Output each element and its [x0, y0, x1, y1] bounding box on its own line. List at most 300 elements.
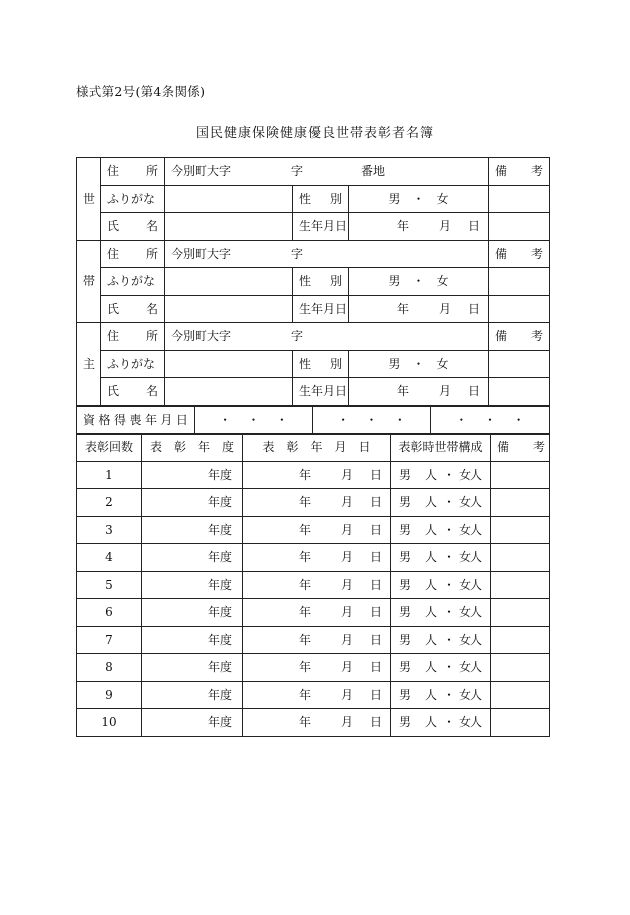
remarks-label-char: 考 [531, 246, 544, 261]
remarks-field[interactable] [489, 378, 550, 406]
name-label-char: 名 [145, 301, 158, 316]
composition-dot: ・ [443, 605, 456, 620]
household-composition-cell[interactable] [391, 571, 491, 599]
award-date-cell[interactable] [243, 654, 391, 682]
sex-label [293, 268, 349, 296]
award-count-cell [77, 626, 142, 654]
award-count: 1 [105, 467, 113, 482]
award-count-cell [77, 516, 142, 544]
householder-name-row [77, 213, 550, 241]
award-count: 10 [101, 715, 117, 730]
sex-label-char: 別 [329, 274, 342, 289]
composition-person-male: 人 [425, 467, 438, 482]
remarks-field[interactable] [489, 185, 550, 213]
address-label-char: 住 [107, 246, 120, 261]
qualification-row [77, 407, 550, 435]
award-date-cell[interactable] [243, 709, 391, 737]
awards-table [76, 433, 550, 737]
address-field[interactable] [165, 323, 489, 351]
header-household-composition: 表彰時世帯構成 [391, 434, 491, 462]
award-date-cell[interactable] [243, 544, 391, 572]
award-remarks-cell[interactable] [491, 626, 550, 654]
sex-female: 女 [436, 191, 449, 206]
householder-side-label [77, 323, 101, 406]
household-composition-cell[interactable] [391, 681, 491, 709]
name-field[interactable] [165, 378, 293, 406]
award-fiscal-year-suffix: 年度 [207, 495, 232, 510]
header-award-date: 表 彰 年 月 日 [243, 434, 391, 462]
award-year: 年 [299, 687, 312, 702]
award-date-cell[interactable] [243, 599, 391, 627]
sex-male: 男 [388, 356, 401, 371]
composition-female: 女 [459, 632, 472, 647]
name-field[interactable] [165, 213, 293, 241]
award-day: 日 [369, 522, 382, 537]
address-prefix: 今別町大字 [171, 329, 232, 344]
sex-female: 女 [436, 274, 449, 289]
qualification-label-char: 喪 [129, 413, 142, 428]
sex-male: 男 [388, 191, 401, 206]
birth-year: 年 [397, 384, 410, 399]
name-label [101, 213, 165, 241]
composition-person-female: 人 [469, 495, 482, 510]
award-date-cell[interactable] [243, 571, 391, 599]
birth-date-field[interactable] [349, 378, 489, 406]
award-year: 年 [299, 467, 312, 482]
householder-side-char: 主 [83, 356, 96, 371]
remarks-label [489, 158, 550, 186]
birth-day: 日 [468, 384, 481, 399]
address-banchi: 番地 [361, 164, 386, 179]
award-month: 月 [341, 605, 354, 620]
sex-label-char: 別 [329, 191, 342, 206]
address-label-char: 住 [107, 329, 120, 344]
qualification-label-char: 年 [144, 413, 157, 428]
award-row [77, 681, 550, 709]
household-composition-cell[interactable] [391, 626, 491, 654]
composition-male: 男 [399, 660, 412, 675]
award-remarks-cell[interactable] [491, 571, 550, 599]
composition-person-male: 人 [425, 605, 438, 620]
name-label [101, 378, 165, 406]
composition-person-female: 人 [469, 550, 482, 565]
composition-person-male: 人 [425, 522, 438, 537]
qualification-label-char: 格 [98, 413, 111, 428]
composition-person-male: 人 [425, 632, 438, 647]
sex-field[interactable] [349, 350, 489, 378]
householder-table [76, 157, 550, 406]
award-remarks-cell[interactable] [491, 654, 550, 682]
composition-dot: ・ [443, 687, 456, 702]
qualification-table [76, 406, 550, 435]
award-day: 日 [369, 605, 382, 620]
qualification-label-char: 得 [113, 413, 126, 428]
address-label-char: 所 [145, 246, 158, 261]
composition-person-female: 人 [469, 467, 482, 482]
sex-male: 男 [388, 274, 401, 289]
birth-label [293, 295, 349, 323]
remarks-label [489, 323, 550, 351]
address-prefix: 今別町大字 [171, 246, 232, 261]
birth-month: 月 [439, 219, 452, 234]
award-month: 月 [341, 715, 354, 730]
name-field[interactable] [165, 295, 293, 323]
award-remarks-cell[interactable] [491, 709, 550, 737]
address-aza: 字 [291, 329, 304, 344]
householder-furigana-row [77, 185, 550, 213]
address-label-char: 住 [107, 164, 120, 179]
householder-name-row [77, 378, 550, 406]
date-dot: ・ [455, 413, 468, 428]
award-fiscal-year-cell[interactable] [142, 599, 243, 627]
name-label [101, 295, 165, 323]
award-count-cell [77, 489, 142, 517]
sex-dot: ・ [412, 274, 425, 289]
remarks-label-char: 備 [495, 329, 508, 344]
birth-label-text: 生年月日 [299, 384, 348, 399]
award-day: 日 [369, 495, 382, 510]
furigana-label-text: ふりがな [107, 356, 156, 371]
composition-dot: ・ [443, 715, 456, 730]
composition-dot: ・ [443, 522, 456, 537]
composition-male: 男 [399, 605, 412, 620]
award-remarks-cell[interactable] [491, 544, 550, 572]
composition-person-female: 人 [469, 715, 482, 730]
remarks-label-char: 考 [531, 164, 544, 179]
composition-person-female: 人 [469, 687, 482, 702]
composition-dot: ・ [443, 577, 456, 592]
award-count-cell [77, 544, 142, 572]
composition-male: 男 [399, 577, 412, 592]
award-count-cell [77, 599, 142, 627]
household-composition-cell[interactable] [391, 654, 491, 682]
award-fiscal-year-cell[interactable] [142, 461, 243, 489]
award-row [77, 544, 550, 572]
award-date-cell[interactable] [243, 681, 391, 709]
award-day: 日 [369, 550, 382, 565]
award-count: 5 [105, 577, 113, 592]
household-composition-cell[interactable] [391, 709, 491, 737]
award-year: 年 [299, 715, 312, 730]
composition-person-male: 人 [425, 577, 438, 592]
composition-person-male: 人 [425, 550, 438, 565]
composition-male: 男 [399, 715, 412, 730]
qualification-label-char: 資 [83, 413, 96, 428]
address-label-char: 所 [145, 329, 158, 344]
award-fiscal-year-cell[interactable] [142, 626, 243, 654]
composition-person-female: 人 [469, 660, 482, 675]
sex-label [293, 185, 349, 213]
householder-address-row [77, 158, 550, 186]
name-label-char: 氏 [107, 384, 120, 399]
address-label [101, 158, 165, 186]
household-composition-cell[interactable] [391, 461, 491, 489]
sex-label-char: 性 [299, 191, 312, 206]
award-fiscal-year-suffix: 年度 [207, 522, 232, 537]
award-year: 年 [299, 577, 312, 592]
remarks-label-char: 考 [531, 329, 544, 344]
remarks-label [489, 240, 550, 268]
award-year: 年 [299, 605, 312, 620]
household-composition-cell[interactable] [391, 516, 491, 544]
householder-name-row [77, 295, 550, 323]
composition-dot: ・ [443, 495, 456, 510]
composition-male: 男 [399, 550, 412, 565]
date-dot: ・ [512, 413, 525, 428]
award-day: 日 [369, 687, 382, 702]
award-month: 月 [341, 632, 354, 647]
award-month: 月 [341, 550, 354, 565]
householder-side-char: 世 [83, 191, 96, 206]
composition-male: 男 [399, 522, 412, 537]
furigana-label-text: ふりがな [107, 274, 156, 289]
householder-side-label [77, 240, 101, 323]
award-day: 日 [369, 715, 382, 730]
composition-female: 女 [459, 467, 472, 482]
award-row [77, 516, 550, 544]
award-row [77, 626, 550, 654]
award-remarks-cell[interactable] [491, 489, 550, 517]
householder-address-row [77, 323, 550, 351]
award-fiscal-year-suffix: 年度 [207, 605, 232, 620]
address-aza: 字 [291, 246, 304, 261]
furigana-label [101, 185, 165, 213]
remarks-label-char: 備 [495, 164, 508, 179]
award-fiscal-year-suffix: 年度 [207, 467, 232, 482]
composition-male: 男 [399, 632, 412, 647]
household-composition-cell[interactable] [391, 489, 491, 517]
remarks-field[interactable] [489, 213, 550, 241]
award-month: 月 [341, 577, 354, 592]
composition-dot: ・ [443, 632, 456, 647]
address-field[interactable] [165, 158, 489, 186]
date-dot: ・ [337, 413, 350, 428]
award-remarks-cell[interactable] [491, 599, 550, 627]
award-month: 月 [341, 467, 354, 482]
award-fiscal-year-cell[interactable] [142, 571, 243, 599]
householder-address-row [77, 240, 550, 268]
award-date-cell[interactable] [243, 489, 391, 517]
date-dot: ・ [247, 413, 260, 428]
award-fiscal-year-cell[interactable] [142, 709, 243, 737]
award-count-cell [77, 654, 142, 682]
sex-female: 女 [436, 356, 449, 371]
award-count-cell [77, 709, 142, 737]
award-fiscal-year-suffix: 年度 [207, 577, 232, 592]
award-fiscal-year-cell[interactable] [142, 544, 243, 572]
award-count-cell [77, 571, 142, 599]
household-composition-cell[interactable] [391, 599, 491, 627]
birth-label [293, 213, 349, 241]
award-fiscal-year-cell[interactable] [142, 654, 243, 682]
furigana-label [101, 350, 165, 378]
page-title: 国民健康保険健康優良世帯表彰者名簿 [195, 126, 434, 141]
award-remarks-cell[interactable] [491, 681, 550, 709]
award-day: 日 [369, 660, 382, 675]
qualification-label-char: 日 [175, 413, 188, 428]
sex-field[interactable] [349, 268, 489, 296]
award-remarks-cell[interactable] [491, 516, 550, 544]
sex-field[interactable] [349, 185, 489, 213]
address-label [101, 240, 165, 268]
birth-label-text: 生年月日 [299, 219, 348, 234]
composition-person-female: 人 [469, 522, 482, 537]
name-label-char: 名 [145, 219, 158, 234]
composition-dot: ・ [443, 660, 456, 675]
award-month: 月 [341, 660, 354, 675]
award-remarks-cell[interactable] [491, 461, 550, 489]
composition-person-female: 人 [469, 577, 482, 592]
header-remarks: 備 考 [491, 434, 550, 462]
sex-dot: ・ [412, 191, 425, 206]
birth-month: 月 [439, 301, 452, 316]
remarks-field[interactable] [489, 350, 550, 378]
award-fiscal-year-suffix: 年度 [207, 550, 232, 565]
award-fiscal-year-cell[interactable] [142, 516, 243, 544]
award-fiscal-year-suffix: 年度 [207, 660, 232, 675]
birth-day: 日 [468, 219, 481, 234]
furigana-label-text: ふりがな [107, 191, 156, 206]
award-date-cell[interactable] [243, 516, 391, 544]
award-year: 年 [299, 660, 312, 675]
composition-female: 女 [459, 577, 472, 592]
date-dot: ・ [393, 413, 406, 428]
remarks-field[interactable] [489, 268, 550, 296]
award-count: 6 [105, 605, 113, 620]
award-fiscal-year-suffix: 年度 [207, 715, 232, 730]
award-fiscal-year-cell[interactable] [142, 681, 243, 709]
householder-furigana-row [77, 268, 550, 296]
address-field[interactable] [165, 240, 489, 268]
composition-female: 女 [459, 660, 472, 675]
award-fiscal-year-cell[interactable] [142, 489, 243, 517]
date-dot: ・ [365, 413, 378, 428]
qualification-date-3[interactable] [431, 407, 550, 435]
award-row [77, 654, 550, 682]
qualification-label-char: 月 [160, 413, 173, 428]
composition-person-male: 人 [425, 660, 438, 675]
composition-female: 女 [459, 495, 472, 510]
award-row [77, 461, 550, 489]
award-row [77, 489, 550, 517]
award-count: 2 [105, 495, 113, 510]
householder-furigana-row [77, 350, 550, 378]
award-count: 7 [105, 632, 113, 647]
award-count: 4 [105, 550, 113, 565]
date-dot: ・ [275, 413, 288, 428]
qualification-date-2[interactable] [313, 407, 431, 435]
remarks-label-char: 備 [495, 246, 508, 261]
composition-person-female: 人 [469, 632, 482, 647]
award-date-cell[interactable] [243, 626, 391, 654]
name-label-char: 名 [145, 384, 158, 399]
composition-person-male: 人 [425, 687, 438, 702]
composition-male: 男 [399, 687, 412, 702]
householder-side-char: 帯 [83, 274, 96, 289]
award-year: 年 [299, 495, 312, 510]
date-dot: ・ [483, 413, 496, 428]
furigana-field[interactable] [165, 185, 293, 213]
award-month: 月 [341, 522, 354, 537]
composition-male: 男 [399, 495, 412, 510]
header-award-count: 表彰回数 [77, 434, 142, 462]
award-year: 年 [299, 522, 312, 537]
furigana-field[interactable] [165, 268, 293, 296]
award-date-cell[interactable] [243, 461, 391, 489]
composition-female: 女 [459, 687, 472, 702]
award-row [77, 709, 550, 737]
form-label: 様式第2号(第4条関係) [76, 84, 206, 99]
sex-label-char: 性 [299, 356, 312, 371]
address-prefix: 今別町大字 [171, 164, 232, 179]
award-year: 年 [299, 632, 312, 647]
sex-label-char: 別 [329, 356, 342, 371]
furigana-label [101, 268, 165, 296]
award-month: 月 [341, 687, 354, 702]
award-month: 月 [341, 495, 354, 510]
household-composition-cell[interactable] [391, 544, 491, 572]
address-aza: 字 [291, 164, 304, 179]
composition-dot: ・ [443, 550, 456, 565]
award-fiscal-year-suffix: 年度 [207, 632, 232, 647]
award-row [77, 599, 550, 627]
composition-female: 女 [459, 522, 472, 537]
remarks-field[interactable] [489, 295, 550, 323]
birth-month: 月 [439, 384, 452, 399]
name-label-char: 氏 [107, 219, 120, 234]
birth-day: 日 [468, 301, 481, 316]
sex-label-char: 性 [299, 274, 312, 289]
qualification-date-1[interactable] [195, 407, 313, 435]
award-count: 3 [105, 522, 113, 537]
award-year: 年 [299, 550, 312, 565]
header-award-fiscal-year: 表 彰 年 度 [142, 434, 243, 462]
award-row [77, 571, 550, 599]
birth-label-text: 生年月日 [299, 301, 348, 316]
composition-female: 女 [459, 550, 472, 565]
sex-dot: ・ [412, 356, 425, 371]
composition-person-male: 人 [425, 495, 438, 510]
composition-dot: ・ [443, 467, 456, 482]
award-count: 9 [105, 687, 113, 702]
date-dot: ・ [219, 413, 232, 428]
composition-female: 女 [459, 605, 472, 620]
award-day: 日 [369, 632, 382, 647]
qualification-label [77, 407, 195, 435]
awards-header-row [77, 434, 550, 462]
composition-person-male: 人 [425, 715, 438, 730]
birth-year: 年 [397, 301, 410, 316]
award-day: 日 [369, 467, 382, 482]
birth-label [293, 378, 349, 406]
award-count-cell [77, 681, 142, 709]
name-label-char: 氏 [107, 301, 120, 316]
householder-side-label [77, 158, 101, 241]
award-day: 日 [369, 577, 382, 592]
composition-male: 男 [399, 467, 412, 482]
furigana-field[interactable] [165, 350, 293, 378]
award-count: 8 [105, 660, 113, 675]
birth-date-field[interactable] [349, 295, 489, 323]
address-label [101, 323, 165, 351]
birth-year: 年 [397, 219, 410, 234]
composition-female: 女 [459, 715, 472, 730]
sex-label [293, 350, 349, 378]
award-fiscal-year-suffix: 年度 [207, 687, 232, 702]
birth-date-field[interactable] [349, 213, 489, 241]
award-count-cell [77, 461, 142, 489]
address-label-char: 所 [145, 164, 158, 179]
